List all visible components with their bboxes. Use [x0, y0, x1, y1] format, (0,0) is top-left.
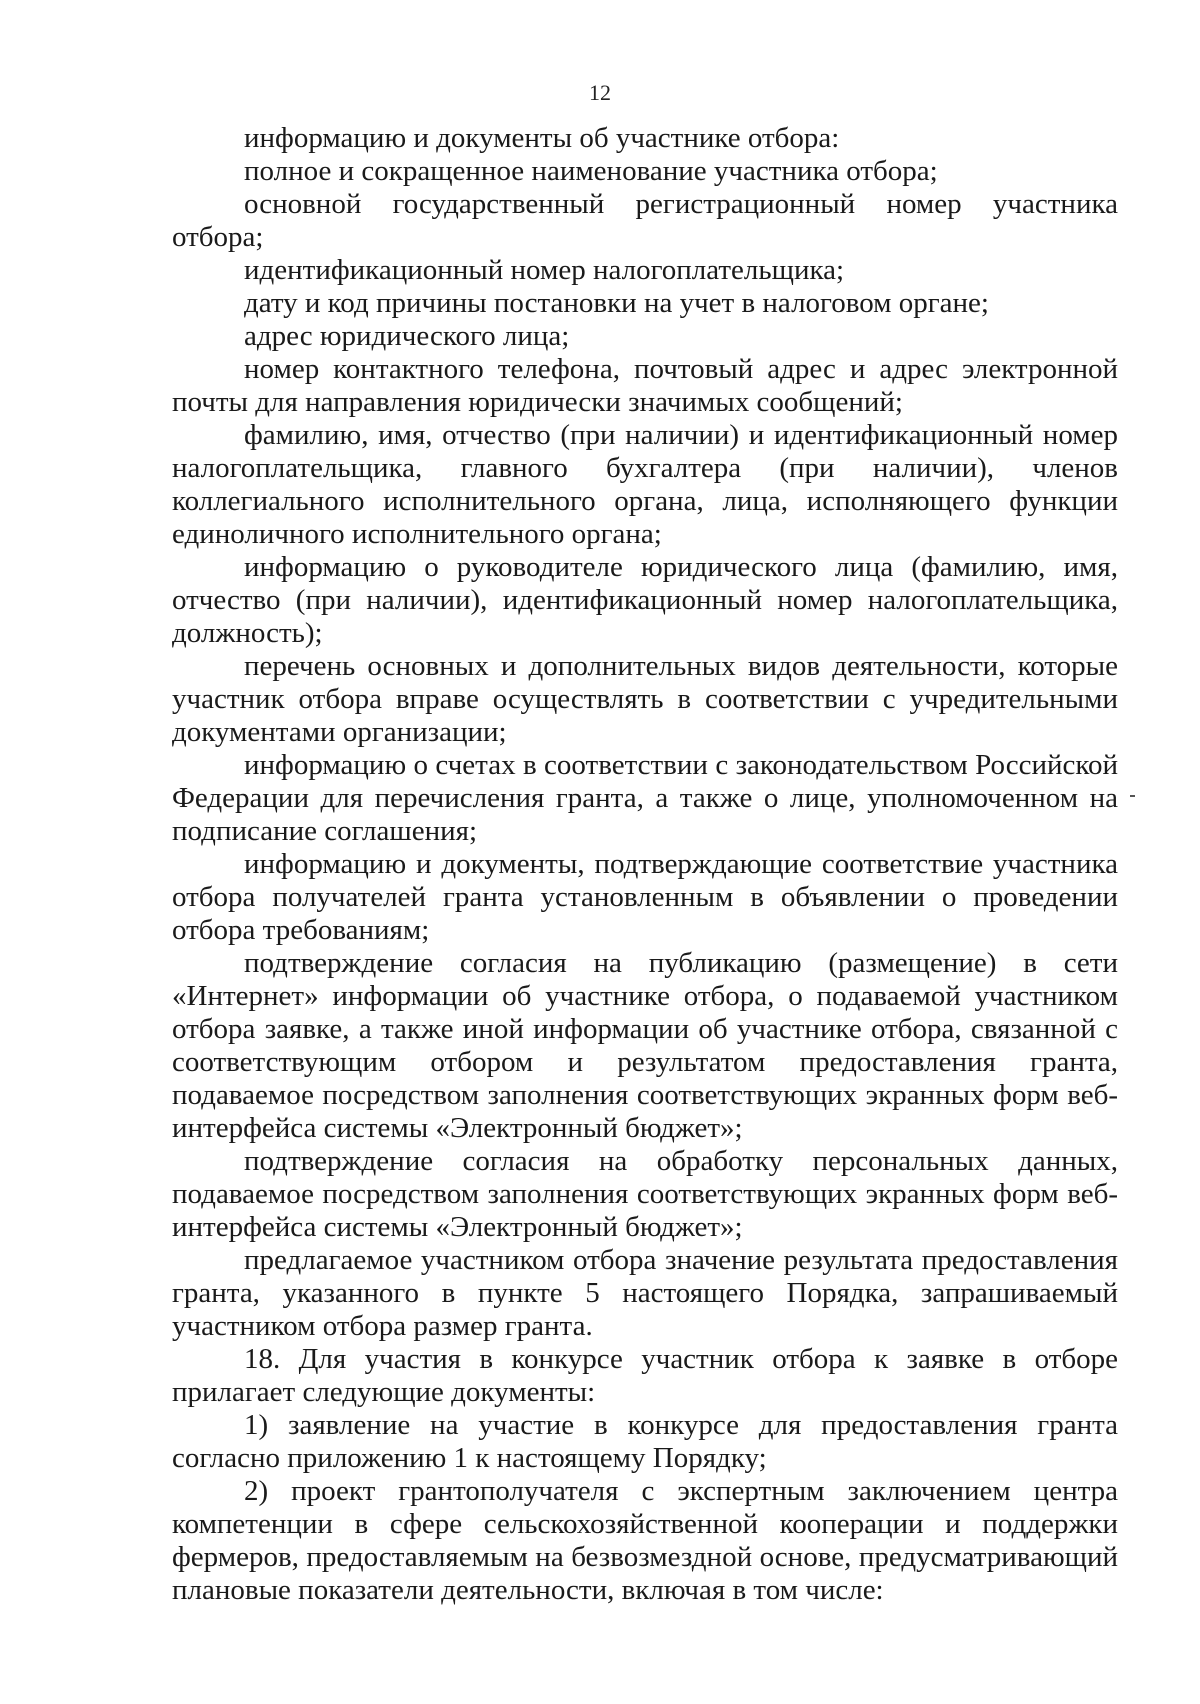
paragraph-publication-consent: подтверждение согласия на публикацию (размещение) в сети «Интернет» информации об участнике отбора, о подаваемой участником отбора заявке, а также иной информации об участнике отбора, связанной с соответствующим отбором и результатом предоставления гранта, подаваемое посредством заполнения соответствующих экранных форм веб-интерфейса системы «Электронный бюджет»;	[172, 947, 1118, 1144]
paragraph-full-name: полное и сокращенное наименование участника отбора;	[244, 155, 938, 187]
paragraph-subitem-2: 2) проект грантополучателя с экспертным заключением центра компетенции в сфере сельскохозяйственной кооперации и поддержки фермеров, предоставляемым на безвозмездной основе, предусматривающий плановые показатели деятельности, включая в том числе:	[172, 1475, 1118, 1606]
paragraph-accountant-info: фамилию, имя, отчество (при наличии) и идентификационный номер налогоплательщика, главного бухгалтера (при наличии), членов коллегиального исполнительного органа, лица, исполняющего функции единоличного исполнительного органа;	[172, 419, 1118, 550]
paragraph-participant-info: информацию и документы об участнике отбора:	[244, 122, 840, 154]
paragraph-ogrn: основной государственный регистрационный номер участника отбора;	[172, 188, 1118, 253]
paragraph-item-18: 18. Для участия в конкурсе участник отбора к заявке в отборе прилагает следующие документы:	[172, 1343, 1118, 1408]
paragraph-personal-data-consent: подтверждение согласия на обработку персональных данных, подаваемое посредством заполнения соответствующих экранных форм веб-интерфейса системы «Электронный бюджет»;	[172, 1145, 1118, 1243]
paragraph-inn: идентификационный номер налогоплательщика;	[244, 254, 845, 286]
paragraph-legal-address: адрес юридического лица;	[244, 320, 570, 352]
paragraph-kpp-date: дату и код причины постановки на учет в налоговом органе;	[244, 287, 989, 319]
paragraph-contacts: номер контактного телефона, почтовый адрес и адрес электронной почты для направления юридически значимых сообщений;	[172, 353, 1118, 418]
document-body	[172, 122, 1118, 1607]
paragraph-accounts: информацию о счетах в соответствии с законодательством Российской Федерации для перечисления гранта, а также о лице, уполномоченном на подписание соглашения;	[172, 749, 1118, 847]
paragraph-head-info: информацию о руководителе юридического лица (фамилию, имя, отчество (при наличии), идентификационный номер налогоплательщика, должность);	[172, 551, 1118, 649]
paragraph-subitem-1: 1) заявление на участие в конкурсе для предоставления гранта согласно приложению 1 к настоящему Порядку;	[172, 1409, 1118, 1474]
paragraph-activities: перечень основных и дополнительных видов деятельности, которые участник отбора вправе осуществлять в соответствии с учредительными документами организации;	[172, 650, 1118, 748]
scan-speck	[1130, 795, 1135, 797]
paragraph-compliance: информацию и документы, подтверждающие соответствие участника отбора получателей гранта установленным в объявлении о проведении отбора требованиям;	[172, 848, 1118, 946]
paragraph-result-value: предлагаемое участником отбора значение результата предоставления гранта, указанного в пункте 5 настоящего Порядка, запрашиваемый участником отбора размер гранта.	[172, 1244, 1118, 1342]
page-number: 12	[589, 80, 611, 105]
